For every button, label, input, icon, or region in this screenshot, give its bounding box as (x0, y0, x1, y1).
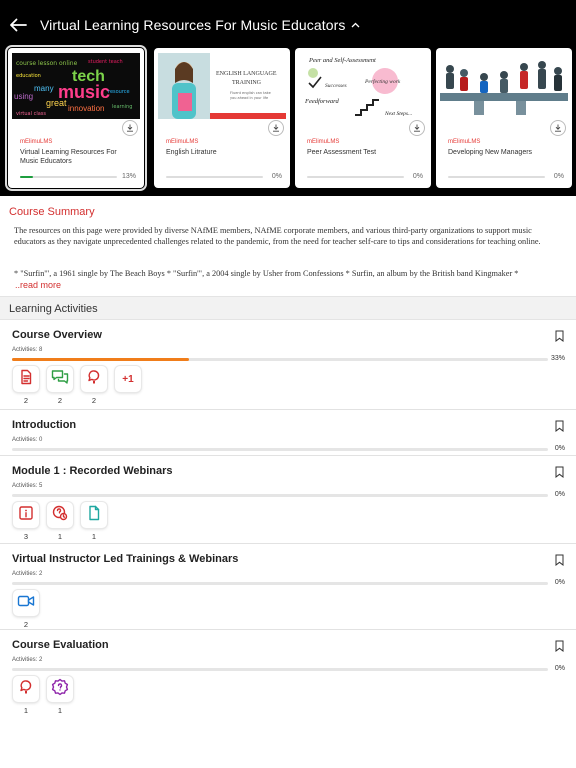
section-progress-label: 0% (554, 579, 565, 586)
section-activity-count: Activities: 5 (12, 483, 43, 489)
course-progress-label: 0% (553, 173, 564, 180)
course-card[interactable] (295, 48, 431, 188)
info-icon (18, 505, 34, 526)
activity-count: 1 (57, 706, 63, 715)
course-progress-bar (307, 176, 404, 178)
activity-tile[interactable] (81, 366, 107, 392)
course-summary-heading: Course Summary (9, 206, 95, 218)
activity-item (47, 676, 73, 715)
forum-icon (18, 679, 34, 700)
section-progress-fill (12, 358, 189, 361)
activity-item (47, 502, 73, 541)
section-progress-bar (12, 668, 548, 671)
bookmark-icon (555, 420, 564, 432)
course-provider: mElimuLMS (448, 139, 481, 145)
section-progress-bar (12, 448, 548, 451)
download-button[interactable] (268, 120, 284, 136)
collapse-toggle[interactable] (351, 22, 360, 28)
activity-tile[interactable] (47, 366, 73, 392)
svg-text:virtual class: virtual class (16, 111, 46, 117)
download-button[interactable] (409, 120, 425, 136)
svg-text:resource: resource (108, 89, 130, 95)
activity-item (13, 366, 39, 405)
activity-section[interactable] (0, 320, 576, 410)
svg-text:tech: tech (72, 68, 105, 85)
section-progress-label: 0% (554, 665, 565, 672)
course-provider: mElimuLMS (20, 139, 53, 145)
course-thumbnail (158, 53, 286, 119)
svg-text:Perfecting work: Perfecting work (365, 79, 401, 85)
top-bar (0, 0, 576, 50)
course-thumbnail (12, 53, 140, 119)
activity-count: 2 (23, 620, 29, 629)
activity-count: 3 (23, 532, 29, 541)
course-title: Virtual Learning Resources For Music Educators (40, 17, 346, 33)
activity-tile[interactable] (13, 366, 39, 392)
course-name: Peer Assessment Test (307, 149, 377, 156)
course-progress-label: 0% (412, 173, 423, 180)
bookmark-icon (555, 640, 564, 652)
course-header (0, 0, 576, 196)
svg-text:education: education (16, 73, 41, 79)
bookmark-button[interactable] (555, 329, 564, 341)
video-icon (17, 594, 35, 613)
course-name: English Litrature (166, 149, 217, 156)
course-progress-bar (20, 176, 117, 178)
course-summary-extra: * "Surfin'", a 1961 single by The Beach Boys * "Surfin'", a 2004 single by Usher from Confessions * Surfin, an album by the British band Kingmaker * (14, 269, 519, 278)
svg-text:learning: learning (112, 104, 133, 110)
activity-count: 2 (57, 396, 63, 405)
course-name: Developing New Managers (448, 149, 533, 156)
learning-activities-header (0, 296, 576, 320)
file-icon (86, 505, 102, 526)
read-more-link[interactable]: ..read more (15, 280, 62, 290)
activity-icons-row (13, 590, 39, 629)
download-button[interactable] (122, 120, 138, 136)
activity-count: 2 (23, 396, 29, 405)
section-progress-bar (12, 494, 548, 497)
bookmark-icon (555, 330, 564, 342)
activity-count: 1 (91, 532, 97, 541)
document-icon (18, 369, 34, 390)
bookmark-button[interactable] (555, 465, 564, 477)
more-activities-button[interactable] (115, 366, 141, 392)
activity-icons-row (13, 676, 73, 715)
svg-text:Successes: Successes (325, 83, 347, 89)
activity-section[interactable] (0, 456, 576, 544)
arrow-left-icon (9, 18, 27, 32)
course-progress-label: 13% (121, 173, 136, 180)
activity-tile[interactable] (13, 676, 39, 702)
section-progress-label: 0% (554, 491, 565, 498)
svg-text:TRAINING: TRAINING (232, 80, 261, 86)
bookmark-icon (555, 466, 564, 478)
section-progress-label: 0% (554, 445, 565, 452)
svg-text:Feedforward: Feedforward (305, 98, 339, 105)
download-icon (126, 124, 134, 132)
activity-tile[interactable] (13, 502, 39, 528)
download-icon (272, 124, 280, 132)
activity-count: 1 (23, 706, 29, 715)
course-progress-fill (20, 176, 33, 178)
section-title: Course Overview (12, 329, 102, 341)
section-activity-count: Activities: 2 (12, 657, 43, 663)
learning-activities-title: Learning Activities (9, 303, 98, 315)
forum-icon (86, 369, 102, 390)
bookmark-icon (555, 554, 564, 566)
section-title: Module 1 : Recorded Webinars (12, 465, 173, 477)
svg-text:Peer and Self-Assessment: Peer and Self-Assessment (309, 57, 376, 64)
section-progress-bar (12, 582, 548, 585)
course-provider: mElimuLMS (166, 139, 199, 145)
course-name: Virtual Learning Resources For Music Educators (20, 149, 117, 165)
quiz-icon (52, 505, 68, 526)
activity-item (13, 676, 39, 715)
course-progress-bar (166, 176, 263, 178)
svg-text:Next Steps...: Next Steps... (385, 111, 413, 117)
section-progress-bar (12, 358, 548, 361)
svg-text:student teach: student teach (88, 59, 123, 65)
activity-icons-row (13, 502, 107, 541)
badge-question-icon (51, 678, 69, 701)
section-title: Virtual Instructor Led Trainings & Webinars (12, 553, 239, 565)
activity-count: 2 (91, 396, 97, 405)
activity-section[interactable] (0, 630, 576, 716)
svg-text:you ahead in your life: you ahead in your life (230, 96, 269, 100)
section-title: Course Evaluation (12, 639, 109, 651)
course-progress-bar (448, 176, 545, 178)
more-count: +1 (122, 373, 134, 385)
course-card[interactable] (154, 48, 290, 188)
activity-tile[interactable] (13, 590, 39, 616)
activity-count: 1 (57, 532, 63, 541)
course-card[interactable] (436, 48, 572, 188)
svg-text:using: using (14, 92, 34, 101)
download-icon (413, 124, 421, 132)
activity-item (13, 502, 39, 541)
activity-item (81, 502, 107, 541)
svg-text:course lesson online: course lesson online (16, 60, 78, 67)
course-thumbnail (299, 53, 427, 119)
course-provider: mElimuLMS (307, 139, 340, 145)
chat-icon (51, 369, 69, 390)
course-summary-text: The resources on this page were provided by diverse NAfME members, NAfME corporate members, and various third-party organizations to support music educators as they navigate unprecedented challenges related to the pandemic, from the need for teacher self-care to tips and considerations for teaching online. (14, 226, 541, 246)
section-activity-count: Activities: 0 (12, 437, 43, 443)
activity-tile[interactable] (81, 502, 107, 528)
svg-text:music: music (58, 82, 111, 102)
download-button[interactable] (550, 120, 566, 136)
activity-item (115, 366, 141, 405)
svg-text:innovation: innovation (68, 104, 105, 113)
svg-text:Fluent english can take: Fluent english can take (230, 91, 271, 95)
activity-item (81, 366, 107, 405)
activity-icons-row (13, 366, 141, 405)
back-button[interactable] (8, 15, 28, 35)
activity-section[interactable] (0, 544, 576, 630)
activity-tile[interactable] (47, 502, 73, 528)
bookmark-button[interactable] (555, 639, 564, 651)
chevron-up-icon (351, 22, 360, 28)
activity-item (13, 590, 39, 629)
section-title: Introduction (12, 419, 77, 431)
course-card[interactable] (8, 48, 144, 188)
section-progress-label: 33% (550, 355, 565, 362)
bookmark-button[interactable] (555, 419, 564, 431)
svg-text:many: many (34, 84, 54, 93)
activity-section[interactable] (0, 410, 576, 456)
svg-text:great: great (46, 98, 67, 108)
svg-text:ENGLISH LANGUAGE: ENGLISH LANGUAGE (216, 71, 277, 77)
section-activity-count: Activities: 2 (12, 571, 43, 577)
section-activity-count: Activities: 8 (12, 347, 43, 353)
activity-item (47, 366, 73, 405)
activity-tile[interactable] (47, 676, 73, 702)
download-icon (554, 124, 562, 132)
course-thumbnail (440, 53, 568, 119)
bookmark-button[interactable] (555, 553, 564, 565)
course-progress-label: 0% (271, 173, 282, 180)
course-carousel (8, 48, 576, 190)
